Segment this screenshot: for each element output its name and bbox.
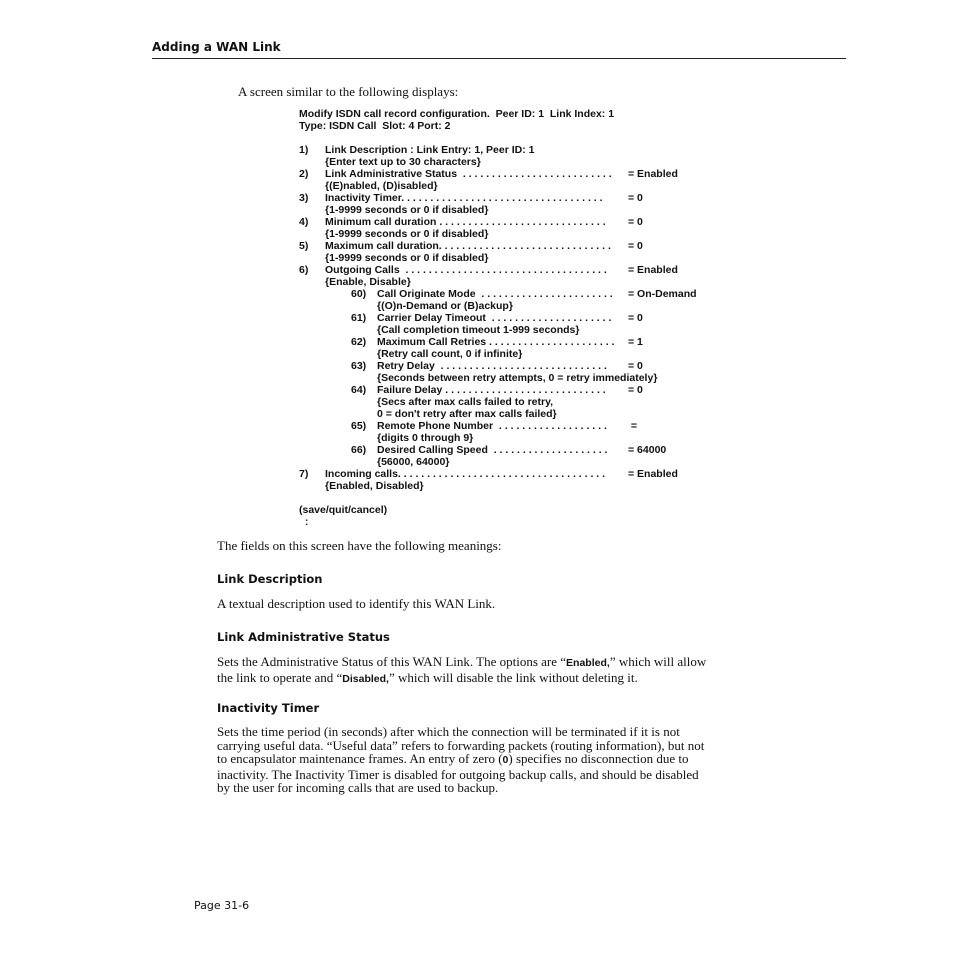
menu-item-row — [299, 144, 719, 156]
para-text: to encapsulator maintenance frames. An entry of zero ( — [217, 751, 503, 766]
menu-subitems — [299, 288, 719, 468]
menu-item-help-row — [299, 252, 719, 264]
menu-item-label: Link Description : Link Entry: 1, Peer ID: 1 — [325, 144, 535, 156]
menu-item-row — [299, 384, 719, 396]
menu-item-number: 7) — [299, 468, 309, 480]
menu-item-label: Desired Calling Speed . . . . . . . . . . . . . . . . . . . . — [377, 444, 608, 456]
menu-item-row — [299, 360, 719, 372]
menu-item-row — [299, 468, 719, 480]
fields-intro-text: The fields on this screen have the following meanings: — [217, 538, 502, 553]
menu-item-help: {1-9999 seconds or 0 if disabled} — [325, 228, 489, 240]
screen-title-line-1: Modify ISDN call record configuration. Peer ID: 1 Link Index: 1 — [299, 108, 615, 120]
menu-item-help-row — [299, 396, 719, 408]
menu-item-label: Link Administrative Status . . . . . . . . . . . . . . . . . . . . . . . . . . — [325, 168, 612, 180]
disabled-option: Disabled, — [342, 672, 389, 685]
menu-item-value: = 64000 — [628, 444, 667, 456]
menu-item-value: = On-Demand — [628, 288, 697, 300]
menu-item-help-row — [299, 156, 719, 168]
menu-item-row — [299, 288, 719, 300]
header-rule — [152, 58, 846, 59]
menu-item-value: = 0 — [628, 312, 643, 324]
menu-item-help-row — [299, 408, 719, 420]
menu-item-help-row — [299, 180, 719, 192]
menu-item-number: 62) — [351, 336, 367, 348]
menu-item-label: Carrier Delay Timeout . . . . . . . . . . . . . . . . . . . . . — [377, 312, 612, 324]
menu-last-item — [299, 468, 719, 492]
menu-item-number: 65) — [351, 420, 367, 432]
para-line: carrying useful data. “Useful data” refers to forwarding packets (routing information), but not — [217, 737, 705, 753]
section-label-link-admin-status: Link Administrative Status — [217, 630, 390, 644]
menu-item-value: = — [628, 420, 638, 432]
menu-item-number: 2) — [299, 168, 309, 180]
menu-item-row — [299, 264, 719, 276]
menu-item-number: 1) — [299, 144, 309, 156]
menu-item-help-row — [299, 432, 719, 444]
menu-item-help: {56000, 64000} — [377, 456, 450, 468]
para-line: Sets the time period (in seconds) after which the connection will be terminated if it is not — [217, 724, 680, 739]
menu-item-help-row — [299, 204, 719, 216]
menu-item-help-row — [299, 324, 719, 336]
para-text: ” which will allow — [609, 654, 707, 669]
menu-item-label: Maximum call duration. . . . . . . . . . . . . . . . . . . . . . . . . . . . . . — [325, 240, 611, 252]
menu-item-help-row — [299, 348, 719, 360]
menu-item-label: Outgoing Calls . . . . . . . . . . . . . . . . . . . . . . . . . . . . . . . . . . . — [325, 264, 607, 276]
menu-item-number: 6) — [299, 264, 309, 276]
menu-item-number: 66) — [351, 444, 367, 456]
spacer — [299, 132, 719, 144]
zero-value: 0 — [502, 754, 509, 766]
command-prompt: (save/quit/cancel) — [299, 504, 388, 516]
page-number: Page 31-6 — [194, 899, 250, 912]
enabled-option: Enabled, — [566, 657, 610, 669]
spacer — [299, 492, 719, 504]
menu-item-value: = Enabled — [628, 168, 678, 180]
para-line: inactivity. The Inactivity Timer is disabled for outgoing backup calls, and should be disabled — [217, 766, 699, 782]
menu-items — [299, 144, 719, 288]
menu-item-number: 60) — [351, 288, 367, 300]
menu-item-help: {(E)nabled, (D)isabled} — [325, 180, 438, 192]
menu-item-row — [299, 240, 719, 252]
menu-item-help: {(O)n-Demand or (B)ackup} — [377, 300, 513, 312]
menu-item-label: Call Originate Mode . . . . . . . . . . . . . . . . . . . . . . . — [377, 288, 613, 300]
menu-item-number: 63) — [351, 360, 367, 372]
menu-item-row — [299, 192, 719, 204]
menu-item-help: {Enter text up to 30 characters} — [325, 156, 481, 168]
menu-item-row — [299, 168, 719, 180]
menu-item-row — [299, 420, 719, 432]
menu-item-value: = 0 — [628, 360, 643, 372]
para-line: by the user for incoming calls that are used to backup. — [217, 780, 499, 795]
menu-item-help: {Secs after max calls failed to retry, — [377, 396, 554, 408]
section-label-link-description: Link Description — [217, 572, 323, 586]
intro-text: A screen similar to the following displays: — [238, 84, 459, 99]
menu-item-help-row — [299, 228, 719, 240]
menu-item-label: Minimum call duration . . . . . . . . . . . . . . . . . . . . . . . . . . . . . — [325, 216, 606, 228]
prompt-cursor[interactable]: : — [299, 516, 309, 528]
menu-item-value: = 0 — [628, 192, 643, 204]
menu-item-help: {Seconds between retry attempts, 0 = retry immediately} — [377, 372, 658, 384]
menu-item-number: 4) — [299, 216, 309, 228]
config-screen — [299, 108, 719, 528]
menu-item-help-row — [299, 372, 719, 384]
section-para-inactivity-timer — [217, 725, 757, 795]
menu-item-number: 64) — [351, 384, 367, 396]
para-text: the link to operate and “ — [217, 669, 343, 685]
menu-item-help: {Retry call count, 0 if infinite} — [377, 348, 523, 360]
menu-item-row — [299, 444, 719, 456]
menu-item-help: {Call completion timeout 1-999 seconds} — [377, 324, 580, 336]
menu-item-label: Failure Delay . . . . . . . . . . . . . . . . . . . . . . . . . . . . — [377, 384, 606, 396]
screen-title-line-2: Type: ISDN Call Slot: 4 Port: 2 — [299, 120, 451, 132]
menu-item-number: 5) — [299, 240, 309, 252]
para-text: Sets the Administrative Status of this WAN Link. The options are “ — [217, 654, 567, 669]
menu-item-help: {1-9999 seconds or 0 if disabled} — [325, 204, 489, 216]
menu-item-help: {Enable, Disable} — [325, 276, 411, 288]
menu-item-number: 3) — [299, 192, 309, 204]
menu-item-help-row — [299, 456, 719, 468]
menu-item-label: Maximum Call Retries . . . . . . . . . . . . . . . . . . . . . . — [377, 336, 615, 348]
para-text: ) specifies no disconnection due to — [508, 751, 689, 766]
section-para-link-admin-status — [217, 655, 757, 686]
page-header-title: Adding a WAN Link — [152, 40, 281, 54]
menu-item-help-row — [299, 300, 719, 312]
menu-item-value: = 0 — [628, 384, 643, 396]
section-label-inactivity-timer: Inactivity Timer — [217, 701, 320, 715]
menu-item-label: Inactivity Timer. . . . . . . . . . . . . . . . . . . . . . . . . . . . . . . . . . . — [325, 192, 603, 204]
menu-item-help: {Enabled, Disabled} — [325, 480, 424, 492]
menu-item-row — [299, 312, 719, 324]
menu-item-help: 0 = don't retry after max calls failed} — [377, 408, 557, 420]
menu-item-number: 61) — [351, 312, 367, 324]
menu-item-row — [299, 216, 719, 228]
menu-item-value: = 1 — [628, 336, 643, 348]
menu-item-value: = Enabled — [628, 264, 678, 276]
menu-item-help-row — [299, 480, 719, 492]
menu-item-row — [299, 336, 719, 348]
menu-item-help-row — [299, 276, 719, 288]
menu-item-value: = 0 — [628, 216, 643, 228]
para-text: ” which will disable the link without deleting it. — [388, 669, 638, 685]
menu-item-help: {1-9999 seconds or 0 if disabled} — [325, 252, 489, 264]
menu-item-label: Incoming calls. . . . . . . . . . . . . . . . . . . . . . . . . . . . . . . . . . . . — [325, 468, 606, 480]
menu-item-label: Remote Phone Number . . . . . . . . . . . . . . . . . . . — [377, 420, 607, 432]
menu-item-value: = 0 — [628, 240, 643, 252]
menu-item-label: Retry Delay . . . . . . . . . . . . . . . . . . . . . . . . . . . . . — [377, 360, 607, 372]
section-para-link-description: A textual description used to identify this WAN Link. — [217, 596, 496, 611]
menu-item-value: = Enabled — [628, 468, 678, 480]
menu-item-help: {digits 0 through 9} — [377, 432, 474, 444]
